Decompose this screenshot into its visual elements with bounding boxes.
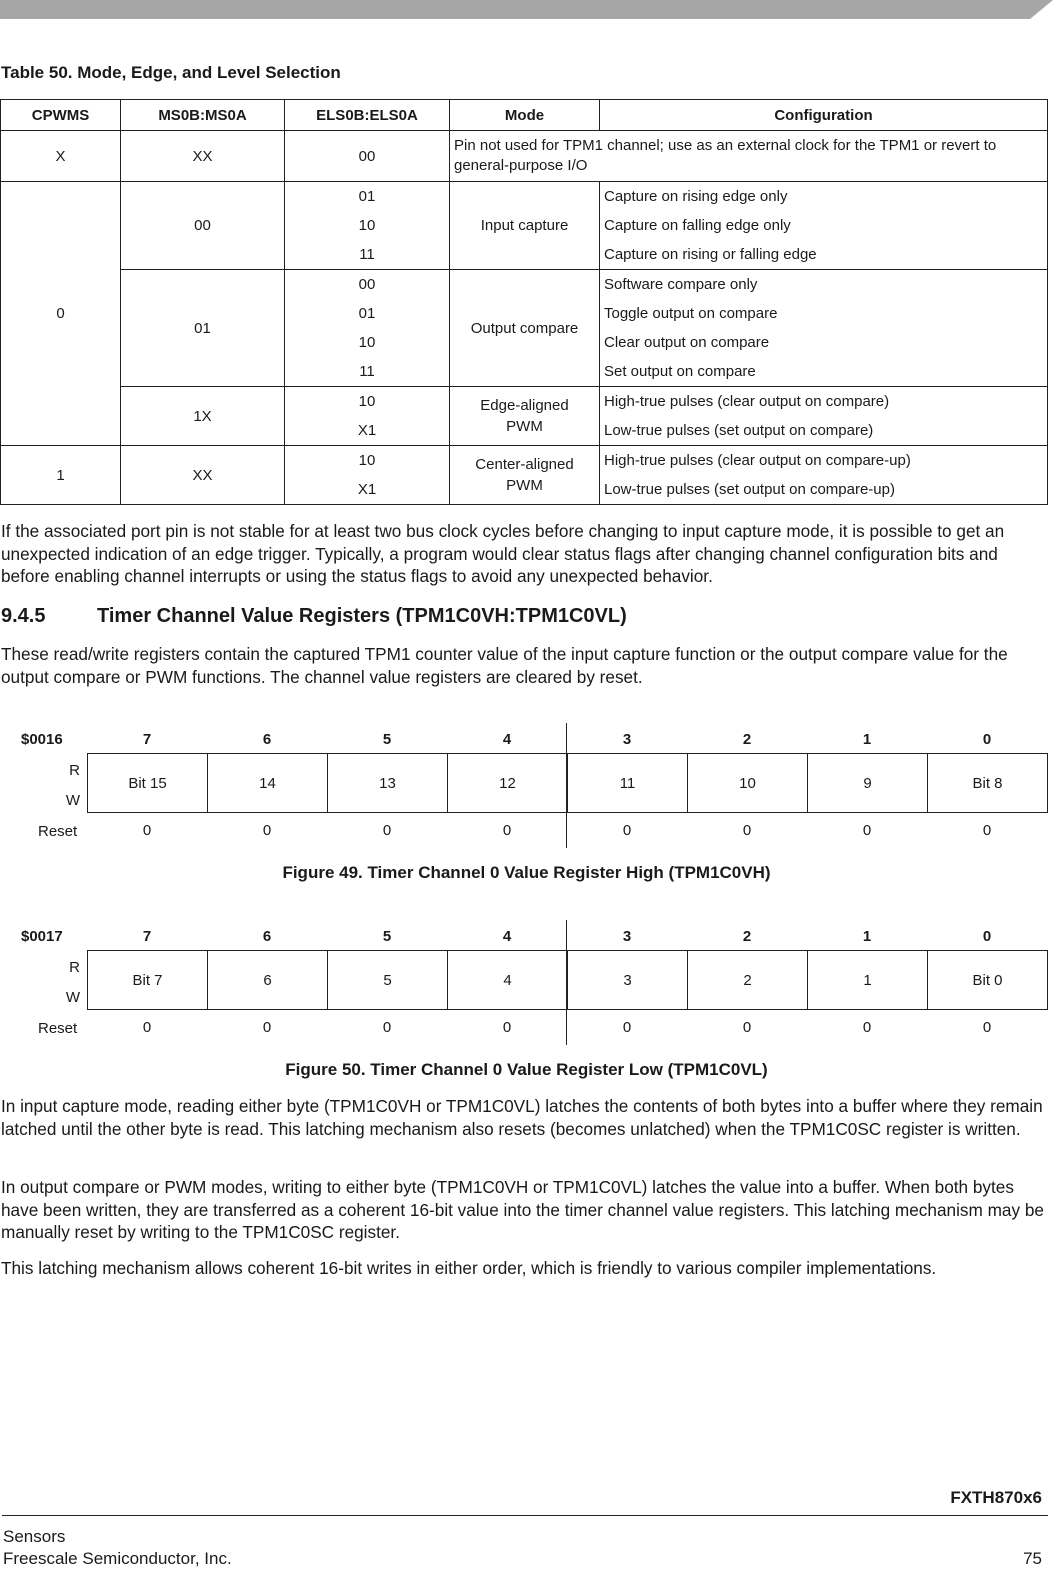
config-value: Capture on rising or falling edge bbox=[604, 246, 817, 263]
config-value: Clear output on compare bbox=[604, 334, 770, 351]
cell-els: 00 bbox=[285, 131, 450, 182]
els-value: 10 bbox=[358, 393, 376, 410]
cell-mode: Input capture bbox=[450, 182, 600, 270]
config-value: Low-true pulses (set output on compare-up) bbox=[604, 481, 895, 498]
bit-number: 6 bbox=[262, 928, 272, 945]
register-bit-field: 1 bbox=[807, 950, 928, 1010]
header-els: ELS0B:ELS0A bbox=[285, 100, 450, 131]
reset-value: 0 bbox=[982, 822, 992, 839]
bit-number: 1 bbox=[862, 731, 872, 748]
header-configuration: Configuration bbox=[600, 100, 1048, 131]
els-value: 01 bbox=[358, 188, 376, 205]
register-bit-field: Bit 7 bbox=[87, 950, 208, 1010]
reset-label: Reset bbox=[38, 823, 78, 840]
els-value: 01 bbox=[358, 305, 376, 322]
register-address: $0016 bbox=[21, 731, 63, 748]
cell-ms: 01 bbox=[121, 270, 285, 387]
section-number: 9.4.5 bbox=[1, 605, 46, 627]
paragraph-register-description: These read/write registers contain the captured TPM1 counter value of the input capture function or the output compare value for the output compare or PWM functions. The channel value registers are cleared by reset. bbox=[1, 644, 1008, 687]
register-bit-field: Bit 0 bbox=[927, 950, 1048, 1010]
reset-value: 0 bbox=[382, 822, 392, 839]
reset-value: 0 bbox=[742, 1019, 752, 1036]
reset-value: 0 bbox=[982, 1019, 992, 1036]
table-row bbox=[1, 182, 1048, 270]
reset-value: 0 bbox=[742, 822, 752, 839]
register-bit-field: 9 bbox=[807, 753, 928, 813]
cell-configuration bbox=[600, 182, 1048, 270]
reset-value: 0 bbox=[382, 1019, 392, 1036]
bit-number: 6 bbox=[262, 731, 272, 748]
cell-configuration bbox=[600, 270, 1048, 387]
reset-value: 0 bbox=[142, 1019, 152, 1036]
write-label: W bbox=[65, 989, 80, 1006]
paragraph-input-capture: In input capture mode, reading either byte (TPM1C0VH or TPM1C0VL) latches the contents of both bytes into a buffer where they remain latched until the other byte is read. This latching mechanism also resets (becomes unlatched) when the TPM1C0SC register is written. bbox=[1, 1096, 1043, 1139]
top-bar bbox=[0, 0, 1053, 19]
config-value: Capture on rising edge only bbox=[604, 188, 788, 205]
els-value: 11 bbox=[359, 246, 375, 263]
read-label: R bbox=[69, 762, 80, 779]
mode-line: PWM bbox=[506, 418, 543, 435]
register-bit-field: 2 bbox=[687, 950, 808, 1010]
header-cpwms: CPWMS bbox=[1, 100, 121, 131]
page-number: 75 bbox=[1023, 1549, 1042, 1568]
bit-number: 5 bbox=[382, 928, 392, 945]
cell-cpwms: 1 bbox=[1, 446, 121, 505]
els-value: 11 bbox=[359, 363, 375, 380]
read-label: R bbox=[69, 959, 80, 976]
reset-value: 0 bbox=[622, 822, 632, 839]
els-value: 10 bbox=[358, 217, 376, 234]
cell-cpwms: X bbox=[1, 131, 121, 182]
reset-value: 0 bbox=[142, 822, 152, 839]
cell-cpwms: 0 bbox=[1, 182, 121, 446]
reset-value: 0 bbox=[622, 1019, 632, 1036]
footer-part-number: FXTH870x6 bbox=[950, 1488, 1042, 1507]
els-value: 10 bbox=[358, 452, 376, 469]
reset-value: 0 bbox=[862, 1019, 872, 1036]
cell-mode bbox=[450, 446, 600, 505]
mode-line: Center-aligned bbox=[475, 456, 574, 473]
register-address: $0017 bbox=[21, 928, 63, 945]
bit-number: 2 bbox=[742, 731, 752, 748]
register-bit-field: 3 bbox=[567, 950, 688, 1010]
cell-ms: 1X bbox=[121, 387, 285, 446]
config-value: Toggle output on compare bbox=[604, 305, 778, 322]
paragraph-coherent-writes: This latching mechanism allows coherent 16-bit writes in either order, which is friendly to various compiler implementations. bbox=[1, 1258, 937, 1278]
cell-mode bbox=[450, 387, 600, 446]
figure-caption-high: Figure 49. Timer Channel 0 Value Register High (TPM1C0VH) bbox=[282, 863, 771, 882]
register-bit-field: 12 bbox=[447, 753, 568, 813]
els-value: 00 bbox=[358, 276, 376, 293]
reset-value: 0 bbox=[262, 822, 272, 839]
figure-caption-low: Figure 50. Timer Channel 0 Value Register Low (TPM1C0VL) bbox=[285, 1060, 768, 1079]
table-row bbox=[1, 446, 1048, 505]
table-row bbox=[1, 270, 1048, 387]
footer-company: Freescale Semiconductor, Inc. bbox=[3, 1549, 232, 1568]
register-bit-field: 13 bbox=[327, 753, 448, 813]
paragraph-unstable-pin: If the associated port pin is not stable for at least two bus clock cycles before changing to input capture mode, it is possible to get an unexpected indication of an edge trigger. Typically, a program would clear status flags after changing channel configuration bits and before enabling channel interrupts or using the status flags to avoid any unexpected behavior. bbox=[1, 521, 1005, 586]
bit-number: 3 bbox=[622, 928, 632, 945]
config-value: Capture on falling edge only bbox=[604, 217, 791, 234]
write-label: W bbox=[65, 792, 80, 809]
cell-ms: XX bbox=[121, 446, 285, 505]
mode-selection-table bbox=[0, 99, 1048, 505]
table-header-row bbox=[1, 100, 1048, 131]
bit-number: 1 bbox=[862, 928, 872, 945]
register-bit-field: Bit 8 bbox=[927, 753, 1048, 813]
cell-els bbox=[285, 387, 450, 446]
config-value: Software compare only bbox=[604, 276, 758, 293]
bit-number: 2 bbox=[742, 928, 752, 945]
table-row bbox=[1, 387, 1048, 446]
bit-number: 0 bbox=[982, 731, 992, 748]
bit-number: 4 bbox=[502, 731, 512, 748]
register-bit-field: 4 bbox=[447, 950, 568, 1010]
cell-configuration: Pin not used for TPM1 channel; use as an external clock for the TPM1 or revert to general-purpose I/O bbox=[450, 131, 1048, 182]
bit-number: 0 bbox=[982, 928, 992, 945]
bit-number: 4 bbox=[502, 928, 512, 945]
register-bit-field: 11 bbox=[567, 753, 688, 813]
register-bit-field: 6 bbox=[207, 950, 328, 1010]
reset-value: 0 bbox=[262, 1019, 272, 1036]
register-bit-field: 5 bbox=[327, 950, 448, 1010]
cell-ms: XX bbox=[121, 131, 285, 182]
cell-els bbox=[285, 446, 450, 505]
cell-mode: Output compare bbox=[450, 270, 600, 387]
header-ms: MS0B:MS0A bbox=[121, 100, 285, 131]
config-value: Low-true pulses (set output on compare) bbox=[604, 422, 874, 439]
bit-number: 3 bbox=[622, 731, 632, 748]
footer-divider bbox=[2, 1515, 1048, 1516]
bit-number: 5 bbox=[382, 731, 392, 748]
top-bar-shape bbox=[0, 0, 1053, 19]
reset-value: 0 bbox=[862, 822, 872, 839]
reset-value: 0 bbox=[502, 822, 512, 839]
mode-line: PWM bbox=[506, 477, 543, 494]
bit-number: 7 bbox=[142, 731, 152, 748]
cell-els bbox=[285, 270, 450, 387]
els-value: X1 bbox=[357, 422, 377, 439]
config-value: High-true pulses (clear output on compare-up) bbox=[604, 452, 911, 469]
register-bit-field: Bit 15 bbox=[87, 753, 208, 813]
reset-value: 0 bbox=[502, 1019, 512, 1036]
config-value: High-true pulses (clear output on compare) bbox=[604, 393, 890, 410]
config-value: Set output on compare bbox=[604, 363, 756, 380]
header-mode: Mode bbox=[450, 100, 600, 131]
register-bit-field: 10 bbox=[687, 753, 808, 813]
els-value: 10 bbox=[358, 334, 376, 351]
reset-label: Reset bbox=[38, 1020, 78, 1037]
cell-configuration bbox=[600, 446, 1048, 505]
cell-configuration bbox=[600, 387, 1048, 446]
mode-line: Edge-aligned bbox=[480, 397, 569, 414]
cell-ms: 00 bbox=[121, 182, 285, 270]
footer-category: Sensors bbox=[3, 1527, 66, 1546]
paragraph-output-compare: In output compare or PWM modes, writing to either byte (TPM1C0VH or TPM1C0VL) latches the value into a buffer. When both bytes have been written, they are transferred as a coherent 16-bit value into the timer channel value registers. This latching mechanism may be manually reset by writing to the TPM1C0SC register. bbox=[1, 1177, 1044, 1242]
bit-number: 7 bbox=[142, 928, 152, 945]
register-bit-field: 14 bbox=[207, 753, 328, 813]
table-row bbox=[1, 131, 1048, 182]
table-caption: Table 50. Mode, Edge, and Level Selection bbox=[1, 63, 341, 82]
cell-els bbox=[285, 182, 450, 270]
section-title: Timer Channel Value Registers (TPM1C0VH:TPM1C0VL) bbox=[97, 605, 627, 627]
els-value: X1 bbox=[357, 481, 377, 498]
